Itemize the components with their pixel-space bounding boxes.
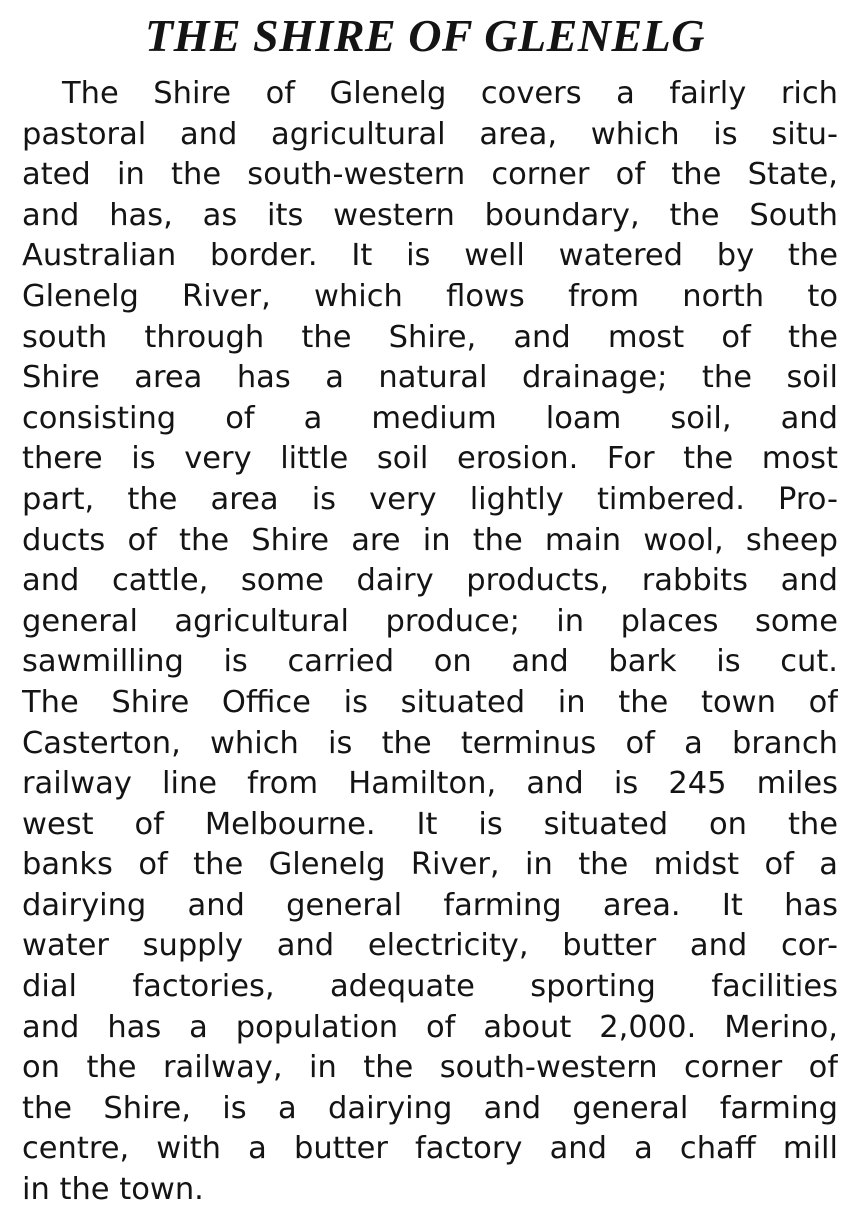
article-line: there is very little soil erosion. For the most bbox=[22, 441, 838, 477]
article-line: Glenelg River, which flows from north to bbox=[22, 278, 838, 314]
article-line: banks of the Glenelg River, in the midst of a bbox=[22, 847, 838, 883]
article-title: THE SHIRE OF GLENELG bbox=[145, 10, 705, 61]
article-line: the Shire, is a dairying and general farming bbox=[22, 1090, 838, 1126]
article-line: dairying and general farming area. It has bbox=[22, 887, 838, 923]
article-line: ated in the south-western corner of the State, bbox=[22, 157, 838, 193]
article-line: consisting of a medium loam soil, and bbox=[22, 400, 838, 436]
article-line: dial factories, adequate sporting facilities bbox=[22, 969, 838, 1005]
article-line: general agricultural produce; in places some bbox=[22, 603, 838, 639]
article-line: railway line from Hamilton, and is 245 miles bbox=[22, 766, 838, 802]
article-line: in the town. bbox=[22, 1172, 204, 1208]
article-line: pastoral and agricultural area, which is situ- bbox=[22, 116, 838, 152]
article-line: south through the Shire, and most of the bbox=[22, 319, 838, 355]
article-line: Australian border. It is well watered by the bbox=[22, 238, 838, 274]
article-body bbox=[22, 74, 838, 1211]
article-line: Shire area has a natural drainage; the soil bbox=[22, 360, 838, 396]
article-line: sawmilling is carried on and bark is cut. bbox=[22, 644, 838, 680]
article-line: and has, as its western boundary, the South bbox=[22, 197, 838, 233]
article-line: and has a population of about 2,000. Merino, bbox=[22, 1009, 838, 1045]
article-line: water supply and electricity, butter and cor- bbox=[22, 928, 838, 964]
article-line: and cattle, some dairy products, rabbits and bbox=[22, 563, 838, 599]
article-line: on the railway, in the south-western corner of bbox=[22, 1050, 838, 1086]
article-line: The Shire of Glenelg covers a fairly rich bbox=[62, 76, 838, 111]
article-line: part, the area is very lightly timbered. Pro- bbox=[22, 481, 838, 517]
article-line: The Shire Office is situated in the town of bbox=[22, 684, 838, 720]
article-line: west of Melbourne. It is situated on the bbox=[22, 806, 838, 842]
article-line: Casterton, which is the terminus of a branch bbox=[22, 725, 838, 761]
article-line: centre, with a butter factory and a chaff mill bbox=[22, 1131, 838, 1167]
article-line: ducts of the Shire are in the main wool, sheep bbox=[22, 522, 838, 558]
